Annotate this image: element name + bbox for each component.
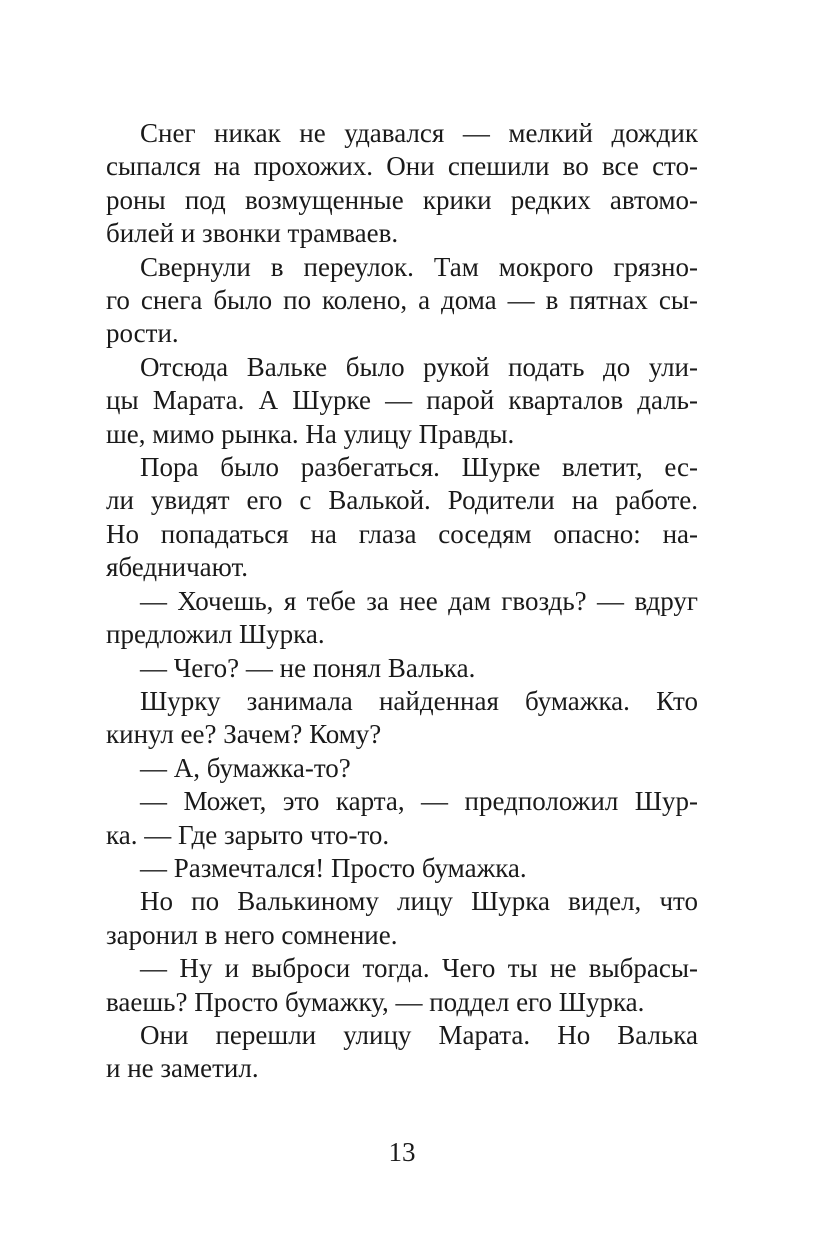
text-line: Свернули в переулок. Там мокрого грязно-	[140, 251, 698, 282]
paragraph	[106, 351, 698, 451]
paragraph	[106, 885, 698, 952]
text-line: билей и звонки трамваев.	[106, 218, 399, 249]
text-line: предложил Шурка.	[106, 619, 325, 650]
text-line: ка. — Где зарыто что-то.	[106, 819, 390, 850]
text-line: го снега было по колено, а дома — в пятнах сы-	[106, 285, 698, 316]
paragraph	[106, 251, 698, 351]
text-line: роны под возмущенные крики редких автомо-	[106, 184, 698, 215]
paragraph	[106, 785, 698, 852]
text-line: Снег никак не удавался — мелкий дождик	[140, 118, 698, 148]
paragraph	[106, 117, 698, 251]
text-line: Но попадаться на глаза соседям опасно: на-	[106, 518, 698, 549]
text-line: ябедничают.	[106, 552, 248, 583]
text-line: — А, бумажка-то?	[140, 752, 351, 783]
paragraph	[106, 451, 698, 585]
text-line: — Может, это карта, — предположил Шур-	[140, 786, 698, 817]
text-line: — Ну и выброси тогда. Чего ты не выбрасы-	[140, 953, 698, 984]
text-line: ваешь? Просто бумажку, — поддел его Шурка.	[106, 986, 645, 1017]
text-line: кинул ее? Зачем? Кому?	[106, 719, 382, 750]
text-line: Пора было разбегаться. Шурке влетит, ес-	[140, 452, 698, 483]
paragraph	[106, 852, 698, 885]
text-line: ли увидят его с Валькой. Родители на работе.	[106, 485, 698, 516]
text-line: Но по Валькиному лицу Шурка видел, что	[140, 886, 698, 917]
text-line: — Размечтался! Просто бумажка.	[140, 852, 527, 883]
text-line: Отсюда Вальке было рукой подать до ули-	[140, 351, 698, 382]
text-line: заронил в него сомнение.	[106, 919, 398, 950]
paragraph	[106, 652, 698, 685]
text-line: — Чего? — не понял Валька.	[140, 652, 476, 683]
page-body-text	[106, 117, 698, 1086]
paragraph	[106, 1019, 698, 1086]
text-line: Шурку занимала найденная бумажка. Кто	[140, 685, 698, 716]
text-line: Они перешли улицу Марата. Но Валька	[140, 1019, 698, 1050]
paragraph	[106, 952, 698, 1019]
page-number: 13	[388, 1137, 416, 1167]
paragraph	[106, 752, 698, 785]
text-line: цы Марата. А Шурке — парой кварталов даль-	[106, 385, 698, 416]
text-line: ше, мимо рынка. На улицу Правды.	[106, 418, 515, 449]
text-line: и не заметил.	[106, 1053, 259, 1084]
text-line: рости.	[106, 318, 179, 349]
text-line: — Хочешь, я тебе за нее дам гвоздь? — вдруг	[140, 585, 698, 616]
paragraph	[106, 585, 698, 652]
paragraph	[106, 685, 698, 752]
text-line: сыпался на прохожих. Они спешили во все сто-	[106, 151, 698, 182]
